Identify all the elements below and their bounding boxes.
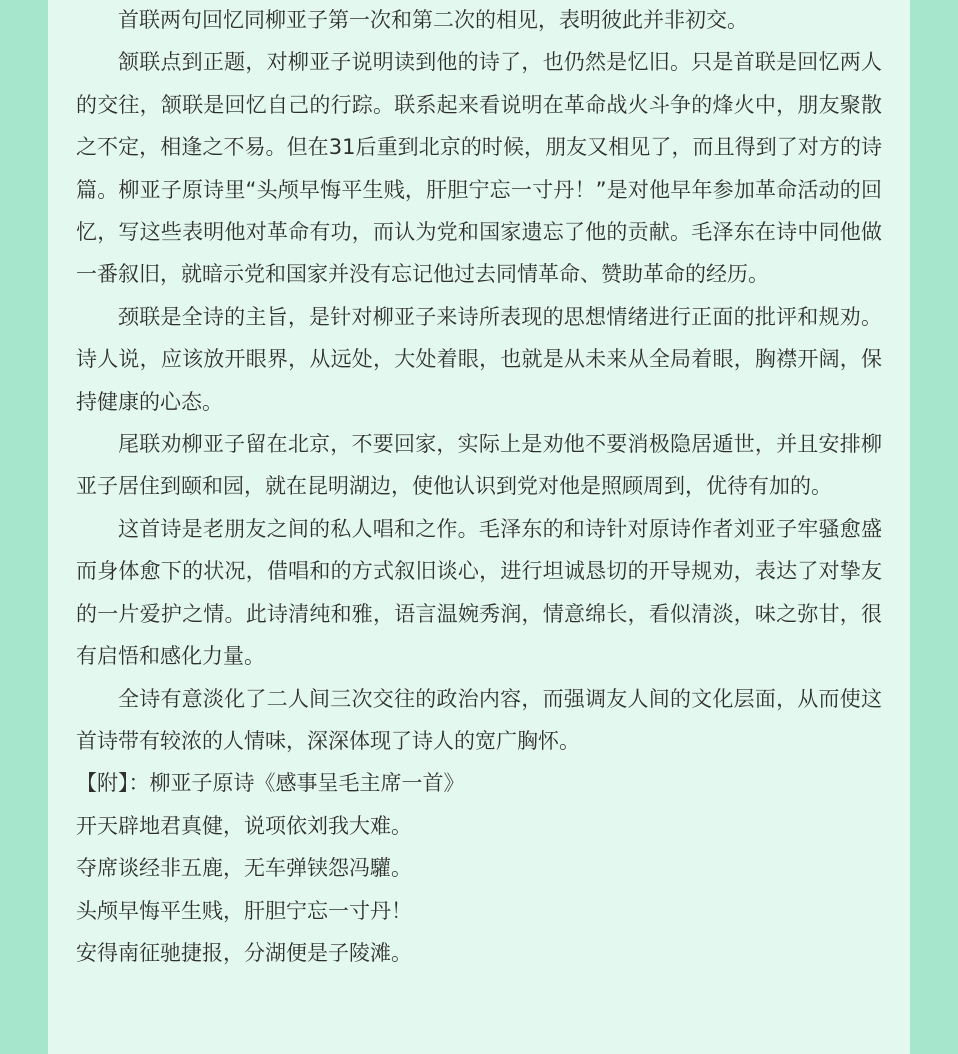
- article-page: [48, 0, 910, 1054]
- poem-line: 头颅早悔平生贱，肝胆宁忘一寸丹！: [76, 898, 412, 923]
- paragraph-final-couplet: 尾联劝柳亚子留在北京，不要回家，实际上是劝他不要消极隐居遁世，并且安排柳亚子居住到颐和园，就在昆明湖边，使他认识到党对他是照顾周到，优待有加的。: [76, 432, 882, 499]
- paragraph-second-couplet: 颔联点到正题，对柳亚子说明读到他的诗了，也仍然是忆旧。只是首联是回忆两人的交往，颔联是回忆自己的行踪。联系起来看说明在革命战火斗争的烽火中，朋友聚散之不定，相逢之不易。但在31后重到北京的时候，朋友又相见了，而且得到了对方的诗篇。柳亚子原诗里“头颅早悔平生贱，肝胆宁忘一寸丹！”是对他早年参加革命活动的回忆，写这些表明他对革命有功，而认为党和国家遗忘了他的贡献。毛泽东在诗中同他做一番叙旧，就暗示党和国家并没有忘记他过去同情革命、赞助革命的经历。: [76, 50, 882, 287]
- paragraph-poem-summary: 这首诗是老朋友之间的私人唱和之作。毛泽东的和诗针对原诗作者刘亚子牢骚愈盛而身体愈下的状况，借唱和的方式叙旧谈心，进行坦诚恳切的开导规劝，表达了对挚友的一片爱护之情。此诗清纯和雅，语言温婉秀润，情意绵长，看似清淡，味之弥甘，很有启悟和感化力量。: [76, 516, 882, 669]
- poem-line: 安得南征驰捷报，分湖便是子陵滩。: [76, 940, 412, 965]
- paragraph-poem-conclusion: 全诗有意淡化了二人间三次交往的政治内容，而强调友人间的文化层面，从而使这首诗带有较浓的人情味，深深体现了诗人的宽广胸怀。: [76, 686, 882, 753]
- poem-line: 夺席谈经非五鹿，无车弹铗怨冯驩。: [76, 856, 412, 881]
- article-body: [76, 0, 882, 974]
- appendix-heading: 【附】：柳亚子原诗《感事呈毛主席一首》: [76, 771, 465, 796]
- poem-line: 开天辟地君真健，说项依刘我大难。: [76, 813, 412, 838]
- paragraph-opening-couplet: 首联两句回忆同柳亚子第一次和第二次的相见，表明彼此并非初交。: [118, 8, 748, 32]
- paragraph-third-couplet: 颈联是全诗的主旨，是针对柳亚子来诗所表现的思想情绪进行正面的批评和规劝。诗人说，应该放开眼界，从远处，大处着眼，也就是从未来从全局着眼，胸襟开阔，保持健康的心态。: [76, 304, 882, 414]
